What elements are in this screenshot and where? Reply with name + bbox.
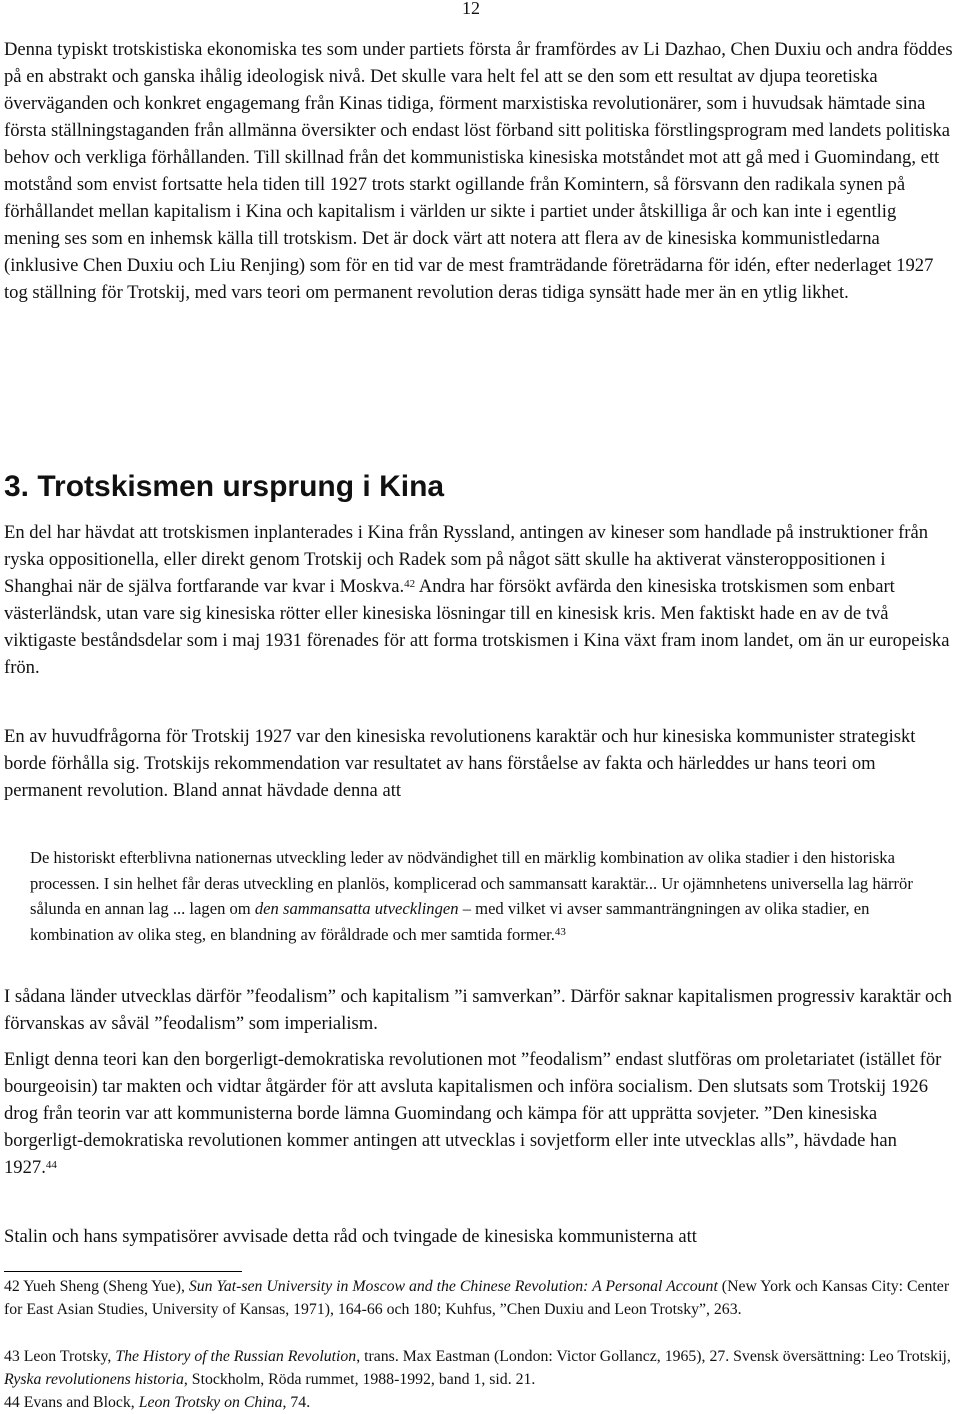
block-quote-emphasis: den sammansatta utvecklingen: [254, 899, 459, 918]
intro-paragraph: Denna typiskt trotskistiska ekonomiska tes som under partiets första år framfördes av Li Dazhao, Chen Duxiu och andra föddes på en abstrakt och ganska ihålig ideologisk nivå. Det skulle vara helt fel att se den som ett resultat av djupa teoretiska överväganden och konkret engagemang från Kinas tidiga, förment marxistiska revolutionärer, som i huvudsak hämtade sina första ställningstaganden från allmänna översikter och endast löst förband sitt politiska förstlingsprogram med landets politiska behov och verkliga förhållanden. Till skillnad från det kommunistiska kinesiska motståndet mot att gå med i Guomindang, ett motstånd som envist fortsatte hela tiden till 1927 trots starkt ogillande från Komintern, så försvann den radikala synen på förhållandet mellan kapitalism i Kina och kapitalism i världen ur sikte i partiet under åtskilliga år och kan inte i egentlig mening ses som en inhemsk källa till trotskism. Det är dock värt att notera att flera av de kinesiska kommunistledarna (inklusive Chen Duxiu och Liu Renjing) som för en tid var de mest framträdande företrädarna för idén, efter nederlaget 1927 tog ställning för Trotskij, med vars teori om permanent revolution deras tidiga synsätt hade mer än en ytlig likhet.: [4, 39, 953, 303]
paragraph-theory: [4, 1046, 954, 1181]
footnote-44-part2: , 74.: [282, 1394, 311, 1411]
block-quote-part1: De historiskt efterblivna nationernas utveckling leder av nödvändighet till en märklig kombination av olika stadier i den historiska processen. I sin helhet får deras utveckling en planlös, komplicerad och sammansatt karaktär... Ur ojämnhetens universella lag härrör sålunda en annan lag ... lagen om: [30, 848, 913, 918]
section-heading: 3. Trotskismen ursprung i Kina: [4, 470, 445, 503]
footnote-ref-43: 43: [554, 925, 566, 938]
paragraph-stalin: Stalin och hans sympatisörer avvisade detta råd och tvingade de kinesiska kommunisterna att: [4, 1226, 697, 1247]
paragraph-origins-part1: En del har hävdat att trotskismen inplanterades i Kina från Ryssland, antingen av kineser som handlade på instruktioner från ryska oppositionella, eller direkt genom Trotskij och Radek som på något sätt skulle ha aktiverat vänsteroppositionen i Shanghai när de själva fortfarande var kvar i Moskva.: [4, 522, 929, 597]
footnote-ref-42: 42: [404, 578, 416, 590]
footnote-44-title: Leon Trotsky on China: [138, 1394, 283, 1411]
footnote-42: [4, 1275, 954, 1321]
footnote-43: [4, 1345, 954, 1391]
paragraph-such-countries: I sådana länder utvecklas därför ”feodalism” och kapitalism ”i samverkan”. Därför saknar kapitalismen progressiv karaktär och förvanskas av såväl ”feodalism” som imperialism.: [4, 986, 952, 1034]
footnote-divider: [4, 1271, 242, 1272]
paragraph-origins-part2: Andra har försökt avfärda den kinesiska trotskismen som enbart västerländsk, utan vare sig kinesiska rötter eller kinesiska lösningar till en kinesisk kris. Men faktiskt hade en av de två viktigaste beståndsdelar som i maj 1931 förenades för att forma trotskismen i Kina växt fram inom landet, om än ur europeiska frön.: [4, 576, 950, 678]
block-quote: [30, 845, 945, 947]
footnote-44: [4, 1391, 954, 1414]
footnote-42-title: Sun Yat-sen University in Moscow and the Chinese Revolution: A Personal Account: [188, 1278, 718, 1295]
footnote-44-part1: 44 Evans and Block,: [4, 1394, 139, 1411]
footnote-43-part2: , trans. Max Eastman (London: Victor Gollancz, 1965), 27. Svensk översättning: Leo Trotskij,: [356, 1348, 951, 1365]
footnote-43-part3: , Stockholm, Röda rummet, 1988-1992, band 1, sid. 21.: [183, 1371, 536, 1388]
footnote-43-swedish-title: Ryska revolutionens historia: [4, 1371, 184, 1388]
paragraph-theory-text: Enligt denna teori kan den borgerligt-demokratiska revolutionen mot ”feodalism” endast slutföras om proletariatet (istället för bourgeoisin) tar makten och vidtar åtgärder för att avsluta kapitalismen och införa socialism. Den slutsats som Trotskij 1926 drog från teorin var att kommunisterna borde lämna Guomindang och kämpa för att upprätta sovjeter. ”Den kinesiska borgerligt-demokratiska revolutionen kommer antingen att utvecklas i sovjetform eller inte utvecklas alls”, hävdade han 1927.: [4, 1049, 942, 1178]
footnote-42-part2: (New York och Kansas City: Center for East Asian Studies, University of Kansas, 1971), 164-66 och 180; Kuhfus, ”Chen Duxiu and Leon Trotsky”, 263.: [4, 1278, 950, 1318]
block-quote-part2: – med vilket vi avser sammanträngningen av olika stadier, en kombination av olika steg, en blandning av föråldrade och mer samtida former.: [30, 899, 870, 944]
footnote-42-part1: 42 Yueh Sheng (Sheng Yue),: [4, 1278, 189, 1295]
footnote-43-title: The History of the Russian Revolution: [115, 1348, 357, 1365]
footnote-43-part1: 43 Leon Trotsky,: [4, 1348, 116, 1365]
paragraph-main-questions: En av huvudfrågorna för Trotskij 1927 var den kinesiska revolutionens karaktär och hur kinesiska kommunister strategiskt borde förhålla sig. Trotskijs rekommendation var resultatet av hans förståelse av fakta och härleddes ur hans teori om permanent revolution. Bland annat hävdade denna att: [4, 726, 916, 801]
page-number: 12: [462, 0, 480, 18]
footnote-ref-44: 44: [45, 1159, 57, 1171]
paragraph-origins: [4, 519, 954, 681]
